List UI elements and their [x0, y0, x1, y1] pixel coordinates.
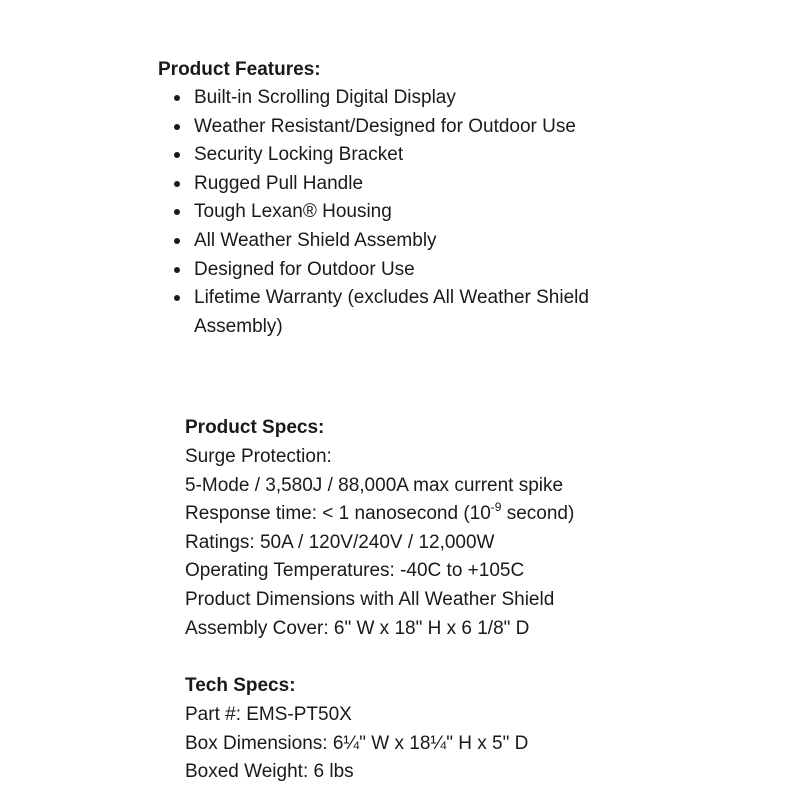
feature-item	[174, 141, 594, 170]
product-features-heading: Product Features:	[158, 59, 321, 80]
feature-text: Lifetime Warranty (excludes All Weather Shield Assembly)	[194, 287, 589, 337]
feature-item	[174, 256, 594, 285]
ratings-spec: Ratings: 50A / 120V/240V / 12,000W	[185, 531, 495, 553]
feature-text: All Weather Shield Assembly	[194, 229, 437, 251]
product-specs-heading: Product Specs:	[185, 417, 325, 438]
response-time-unit: second)	[501, 503, 575, 525]
bullet-icon	[174, 152, 180, 158]
product-features-list	[174, 84, 594, 341]
tech-specs-block	[185, 701, 528, 787]
surge-modes-spec: 5-Mode / 3,580J / 88,000A max current spike	[185, 474, 564, 496]
part-number-spec: Part #: EMS-PT50X	[185, 704, 352, 725]
bullet-icon	[174, 267, 180, 273]
feature-item	[174, 227, 594, 256]
feature-item	[174, 113, 594, 142]
response-time-exponent: -9	[490, 499, 502, 514]
box-dimensions-spec: Box Dimensions: 6¼" W x 18¼" H x 5" D	[185, 732, 529, 754]
feature-text: Security Locking Bracket	[194, 144, 404, 166]
feature-item	[174, 284, 594, 341]
product-dimensions-spec: Product Dimensions with All Weather Shield	[185, 588, 555, 610]
feature-item	[174, 84, 594, 113]
feature-item	[174, 198, 594, 227]
response-time-text: Response time: < 1 nanosecond (10	[185, 503, 491, 525]
surge-protection-label: Surge Protection:	[185, 446, 332, 467]
feature-text: Designed for Outdoor Use	[194, 258, 415, 280]
product-specs-block	[185, 443, 574, 643]
bullet-icon	[174, 295, 180, 301]
bullet-icon	[174, 209, 180, 215]
feature-text: Rugged Pull Handle	[194, 172, 364, 194]
feature-item	[174, 170, 594, 199]
boxed-weight-spec: Boxed Weight: 6 lbs	[185, 761, 354, 783]
feature-text: Weather Resistant/Designed for Outdoor Use	[194, 115, 576, 137]
tech-specs-heading: Tech Specs:	[185, 675, 296, 696]
bullet-icon	[174, 238, 180, 244]
bullet-icon	[174, 181, 180, 187]
feature-text: Tough Lexan® Housing	[194, 201, 392, 223]
assembly-cover-dimensions-spec: Assembly Cover: 6" W x 18" H x 6 1/8" D	[185, 617, 530, 639]
bullet-icon	[174, 124, 180, 130]
bullet-icon	[174, 95, 180, 101]
operating-temperatures-spec: Operating Temperatures: -40C to +105C	[185, 560, 525, 582]
response-time-spec	[185, 500, 574, 529]
feature-text: Built-in Scrolling Digital Display	[194, 87, 456, 108]
